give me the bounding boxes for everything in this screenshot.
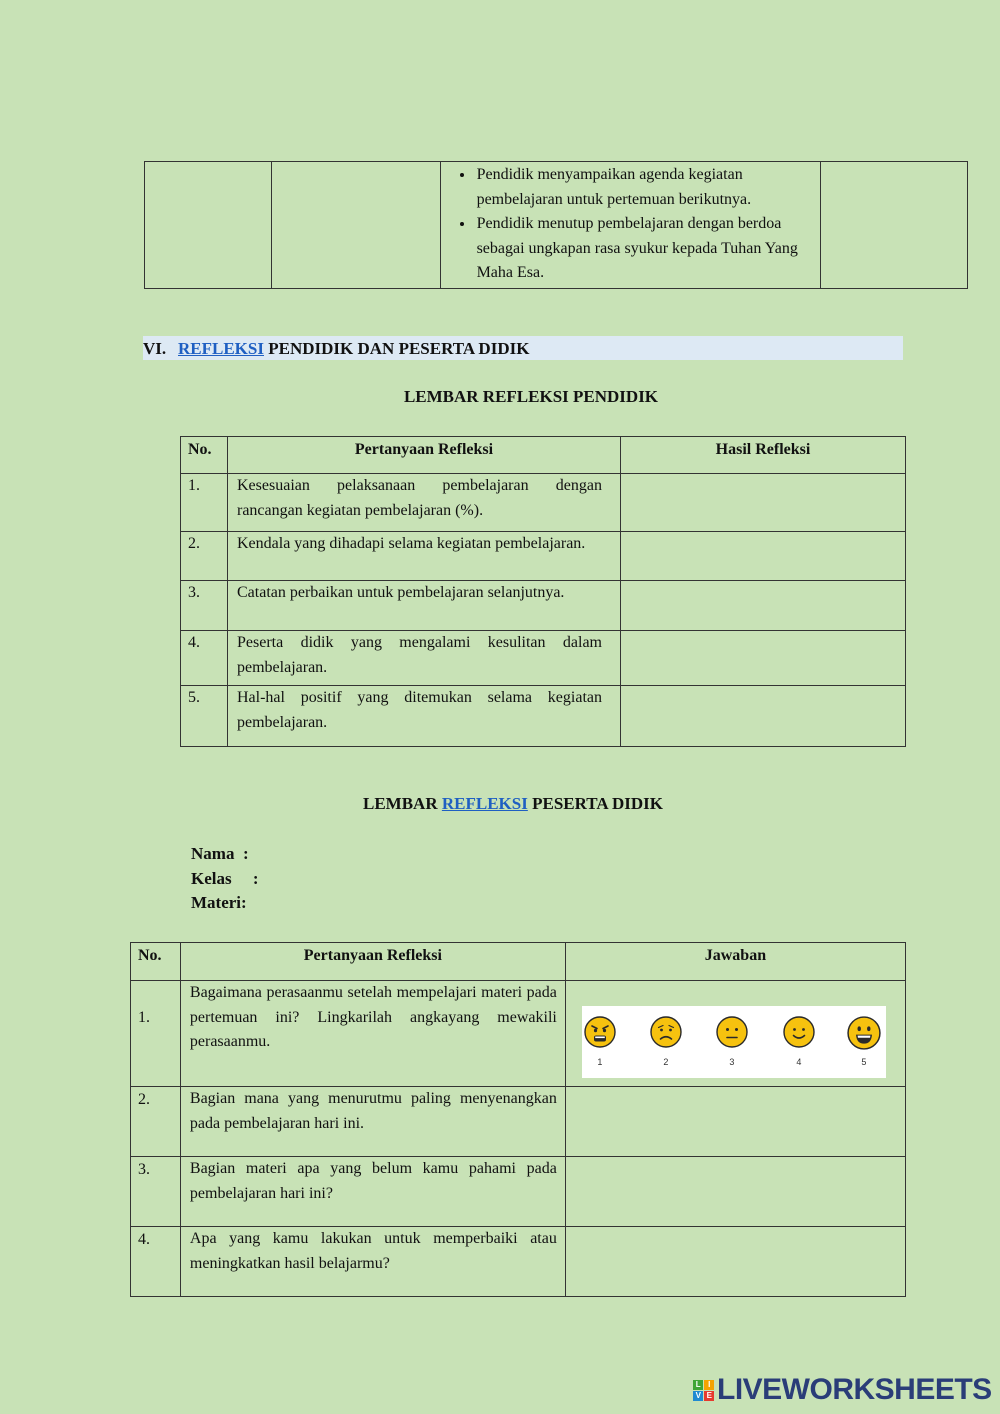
row-number: 4. (181, 631, 228, 686)
student-sheet-title (0, 794, 1000, 814)
reflection-question: Bagaimana perasaanmu setelah mempelajari materi pada pertemuan ini? Lingkarilah angkayang mewakili perasaanmu. (180, 981, 565, 1087)
emoji-option-4[interactable] (782, 1016, 816, 1068)
column-header: Pertanyaan Refleksi (180, 943, 565, 981)
answer-cell[interactable] (565, 1157, 905, 1227)
answer-cell[interactable] (565, 1087, 905, 1157)
table-row (181, 474, 906, 532)
liveworksheets-logo (693, 1374, 992, 1406)
column-header: Jawaban (565, 943, 905, 981)
smile-face-icon (783, 1016, 815, 1048)
reflection-answer-cell[interactable] (621, 686, 906, 747)
emoji-option-3[interactable] (715, 1016, 749, 1068)
grin-face-icon (847, 1016, 881, 1050)
table-row (131, 981, 906, 1087)
emoji-option-1[interactable] (583, 1016, 617, 1068)
section-title-rest: PENDIDIK DAN PESERTA DIDIK (263, 339, 530, 358)
emoji-number-label: 1 (597, 1057, 603, 1067)
column-header: No. (131, 943, 181, 981)
emoji-number-label: 5 (861, 1057, 867, 1067)
table-row (181, 631, 906, 686)
row-number: 1. (131, 981, 181, 1087)
section-number: VI. (143, 339, 167, 358)
row-number: 2. (131, 1087, 181, 1157)
refleksi-link[interactable]: REFLEKSI (178, 339, 264, 358)
emoji-number-label: 2 (663, 1057, 669, 1067)
reflection-question: Kesesuaian pelaksanaan pembelajaran dengan rancangan kegiatan pembelajaran (%). (228, 474, 621, 532)
reflection-question: Peserta didik yang mengalami kesulitan dalam pembelajaran. (228, 631, 621, 686)
row-number: 3. (181, 581, 228, 631)
logo-letter: V (693, 1391, 703, 1401)
emoji-answer-cell (565, 981, 905, 1087)
reflection-answer-cell[interactable] (621, 474, 906, 532)
logo-letter: L (693, 1380, 703, 1390)
row-number: 5. (181, 686, 228, 747)
table-row (131, 1087, 906, 1157)
column-header: No. (181, 437, 228, 474)
teacher-reflection-table (180, 436, 906, 747)
column-header: Hasil Refleksi (621, 437, 906, 474)
list-item: • Pendidik menyampaikan agenda kegiatan pembelajaran untuk pertemuan berikutnya. (475, 163, 821, 212)
empty-cell (821, 162, 968, 289)
reflection-answer-cell[interactable] (621, 581, 906, 631)
reflection-question: Bagian mana yang menurutmu paling menyenangkan pada pembelajaran hari ini. (180, 1087, 565, 1157)
teacher-sheet-title: LEMBAR REFLEKSI PENDIDIK (403, 387, 659, 406)
brand-text: LIVEWORKSHEETS (717, 1373, 992, 1406)
reflection-answer-cell[interactable] (621, 631, 906, 686)
nama-label: Nama : (191, 844, 249, 863)
reflection-question: Hal-hal positif yang ditemukan selama kegiatan pembelajaran. (228, 686, 621, 747)
refleksi-link[interactable]: REFLEKSI (441, 794, 528, 813)
row-number: 1. (181, 474, 228, 532)
answer-cell[interactable] (565, 1227, 905, 1297)
emoji-option-2[interactable] (649, 1016, 683, 1068)
reflection-question: Catatan perbaikan untuk pembelajaran selanjutnya. (228, 581, 621, 631)
table-row (131, 1227, 906, 1297)
empty-cell (145, 162, 272, 289)
student-title-prefix: LEMBAR (363, 794, 442, 813)
neutral-face-icon (716, 1016, 748, 1048)
table-row (181, 581, 906, 631)
emoji-option-5[interactable] (847, 1016, 881, 1068)
table-row (181, 686, 906, 747)
logo-letter: I (704, 1380, 714, 1390)
closing-activity-list (441, 163, 821, 286)
angry-face-icon (584, 1016, 616, 1048)
emoji-number-label: 3 (729, 1057, 735, 1067)
list-item: • Pendidik menutup pembelajaran dengan berdoa sebagai ungkapan rasa syukur kepada Tuhan Yang Maha Esa. (475, 212, 821, 286)
emoji-rating-scale (582, 1006, 886, 1078)
reflection-answer-cell[interactable] (621, 532, 906, 581)
row-number: 3. (131, 1157, 181, 1227)
column-header: Pertanyaan Refleksi (228, 437, 621, 474)
row-number: 4. (131, 1227, 181, 1297)
table-row (131, 1157, 906, 1227)
previous-activity-table (144, 161, 968, 289)
kelas-label: Kelas : (191, 869, 259, 888)
table-row (181, 532, 906, 581)
reflection-question: Kendala yang dihadapi selama kegiatan pembelajaran. (228, 532, 621, 581)
student-reflection-table (130, 942, 906, 1297)
liveworksheets-icon (693, 1380, 714, 1401)
empty-cell (271, 162, 440, 289)
reflection-question: Apa yang kamu lakukan untuk memperbaiki atau meningkatkan hasil belajarmu? (180, 1227, 565, 1297)
sad-face-icon (650, 1016, 682, 1048)
row-number: 2. (181, 532, 228, 581)
emoji-number-label: 4 (796, 1057, 802, 1067)
closing-activity-cell (440, 162, 821, 289)
section-heading (143, 336, 903, 360)
logo-letter: E (704, 1391, 714, 1401)
reflection-question: Bagian materi apa yang belum kamu pahami pada pembelajaran hari ini? (180, 1157, 565, 1227)
student-title-suffix: PESERTA DIDIK (527, 794, 663, 813)
materi-label: Materi: (191, 893, 247, 912)
